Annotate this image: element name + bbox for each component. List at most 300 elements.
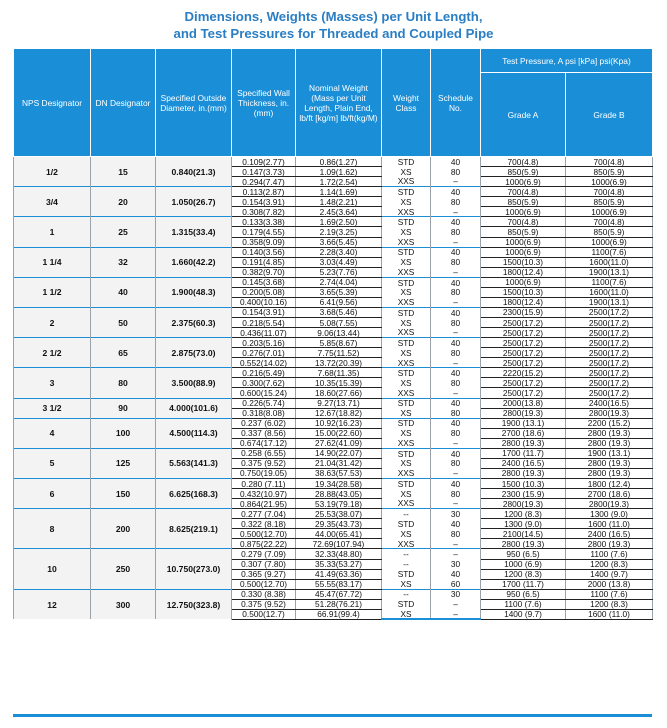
wall-thickness-cell: 0.432(10.97) (232, 489, 296, 499)
grade-b-cell: 1100(7.6) (566, 277, 653, 287)
schedule-cell: – (431, 549, 481, 559)
grade-a-cell: 1300 (9.0) (481, 519, 566, 529)
table-row (14, 479, 653, 489)
wall-thickness-cell: 0.337 (8.56) (232, 428, 296, 438)
grade-b-cell: 850(5.9) (566, 227, 653, 237)
schedule-cell: 80 (431, 227, 481, 237)
grade-b-cell: 700(4.8) (566, 187, 653, 197)
nominal-weight-cell: 6.41(9.56) (296, 297, 382, 307)
dn-cell: 40 (91, 277, 156, 307)
nominal-weight-cell: 5.85(8.67) (296, 338, 382, 348)
table-row (14, 509, 653, 519)
nominal-weight-cell: 18.60(27.66) (296, 388, 382, 398)
weight-class-cell: XXS (382, 468, 431, 478)
grade-b-cell: 2500(17.2) (566, 368, 653, 378)
dn-cell: 100 (91, 418, 156, 448)
nominal-weight-cell: 21.04(31.42) (296, 458, 382, 468)
nominal-weight-cell: 12.67(18.82) (296, 408, 382, 418)
outside-diameter-cell: 3.500(88.9) (156, 368, 232, 398)
grade-a-cell: 2500(17.2) (481, 388, 566, 398)
nominal-weight-cell: 25.53(38.07) (296, 509, 382, 519)
weight-class-cell: XS (382, 408, 431, 418)
nps-cell: 1/2 (14, 157, 91, 187)
wall-thickness-cell: 0.674(17.12) (232, 438, 296, 448)
grade-b-cell: 1100 (7.6) (566, 589, 653, 599)
nominal-weight-cell: 66.91(99.4) (296, 609, 382, 619)
table-row (14, 307, 653, 317)
grade-b-cell: 2500(17.2) (566, 328, 653, 338)
weight-class-cell: XXS (382, 267, 431, 277)
schedule-cell: 80 (431, 287, 481, 297)
nps-cell: 3 1/2 (14, 398, 91, 418)
header-schedule: Schedule No. (431, 49, 481, 157)
schedule-cell: – (431, 297, 481, 307)
grade-b-cell: 2500(17.2) (566, 378, 653, 388)
nominal-weight-cell: 15.00(22.60) (296, 428, 382, 438)
nominal-weight-cell: 1.72(2.54) (296, 177, 382, 187)
schedule-cell: 40 (431, 569, 481, 579)
wall-thickness-cell: 0.358(9.09) (232, 237, 296, 247)
wall-thickness-cell: 0.365 (9.27) (232, 569, 296, 579)
table-title (0, 8, 667, 42)
weight-class-cell: XS (382, 348, 431, 358)
grade-b-cell: 1000(6.9) (566, 207, 653, 217)
nominal-weight-cell: 53.19(79.18) (296, 499, 382, 509)
weight-class-cell: STD (382, 247, 431, 257)
table-row (14, 589, 653, 599)
wall-thickness-cell: 0.375 (9.52) (232, 458, 296, 468)
schedule-cell: – (431, 599, 481, 609)
weight-class-cell: XXS (382, 297, 431, 307)
nominal-weight-cell: 14.90(22.07) (296, 448, 382, 458)
wall-thickness-cell: 0.191(4.85) (232, 257, 296, 267)
grade-a-cell: 1800(12.4) (481, 297, 566, 307)
grade-b-cell: 2800(19.3) (566, 499, 653, 509)
schedule-cell: 30 (431, 509, 481, 519)
nominal-weight-cell: 72.69(107.94) (296, 539, 382, 549)
grade-a-cell: 2500(17.2) (481, 328, 566, 338)
weight-class-cell: XS (382, 167, 431, 177)
table-row (14, 277, 653, 287)
weight-class-cell: -- (382, 589, 431, 599)
weight-class-cell: XXS (382, 328, 431, 338)
dn-cell: 80 (91, 368, 156, 398)
wall-thickness-cell: 0.382(9.70) (232, 267, 296, 277)
weight-class-cell: STD (382, 599, 431, 609)
schedule-cell: – (431, 539, 481, 549)
grade-a-cell: 1200 (8.3) (481, 509, 566, 519)
table-row (14, 187, 653, 197)
grade-b-cell: 1600 (11.0) (566, 519, 653, 529)
nominal-weight-cell: 28.88(43.05) (296, 489, 382, 499)
weight-class-cell: XXS (382, 539, 431, 549)
dn-cell: 15 (91, 157, 156, 187)
weight-class-cell: XS (382, 428, 431, 438)
outside-diameter-cell: 6.625(168.3) (156, 479, 232, 509)
wall-thickness-cell: 0.203(5.16) (232, 338, 296, 348)
schedule-cell: – (431, 267, 481, 277)
schedule-cell: – (431, 388, 481, 398)
schedule-cell: 40 (431, 368, 481, 378)
wall-thickness-cell: 0.147(3.73) (232, 167, 296, 177)
wall-thickness-cell: 0.140(3.56) (232, 247, 296, 257)
nps-cell: 4 (14, 418, 91, 448)
grade-a-cell: 2800(19.3) (481, 408, 566, 418)
grade-b-cell: 1000(6.9) (566, 237, 653, 247)
nominal-weight-cell: 2.28(3.40) (296, 247, 382, 257)
title-line-1: Dimensions, Weights (Masses) per Unit Length, (184, 9, 483, 24)
wall-thickness-cell: 0.750(19.05) (232, 468, 296, 478)
nominal-weight-cell: 0.86(1.27) (296, 157, 382, 167)
schedule-cell: 80 (431, 529, 481, 539)
nominal-weight-cell: 27.62(41.09) (296, 438, 382, 448)
grade-a-cell: 2220(15.2) (481, 368, 566, 378)
weight-class-cell: XS (382, 489, 431, 499)
weight-class-cell: XXS (382, 237, 431, 247)
nominal-weight-cell: 19.34(28.58) (296, 479, 382, 489)
schedule-cell: 40 (431, 307, 481, 317)
outside-diameter-cell: 5.563(141.3) (156, 448, 232, 478)
nps-cell: 8 (14, 509, 91, 549)
wall-thickness-cell: 0.300(7.62) (232, 378, 296, 388)
weight-class-cell: XXS (382, 358, 431, 368)
weight-class-cell: STD (382, 187, 431, 197)
wall-thickness-cell: 0.279 (7.09) (232, 549, 296, 559)
dn-cell: 50 (91, 307, 156, 337)
nominal-weight-cell: 51.28(76.21) (296, 599, 382, 609)
nps-cell: 5 (14, 448, 91, 478)
wall-thickness-cell: 0.237 (6.02) (232, 418, 296, 428)
grade-b-cell: 2800(19.3) (566, 408, 653, 418)
table-row (14, 247, 653, 257)
grade-a-cell: 2500(17.2) (481, 338, 566, 348)
header-grade-b: Grade B (566, 73, 653, 157)
wall-thickness-cell: 0.500(12.7) (232, 609, 296, 619)
nominal-weight-cell: 1.48(2.21) (296, 197, 382, 207)
wall-thickness-cell: 0.552(14.02) (232, 358, 296, 368)
grade-b-cell: 2800 (19.3) (566, 539, 653, 549)
wall-thickness-cell: 0.154(3.91) (232, 197, 296, 207)
nominal-weight-cell: 41.49(63.36) (296, 569, 382, 579)
table-row (14, 368, 653, 378)
wall-thickness-cell: 0.280 (7.11) (232, 479, 296, 489)
weight-class-cell: -- (382, 549, 431, 559)
weight-class-cell: XS (382, 318, 431, 328)
pipe-spec-table (13, 48, 653, 620)
schedule-cell: 80 (431, 428, 481, 438)
grade-b-cell: 2500(17.2) (566, 318, 653, 328)
wall-thickness-cell: 0.864(21.95) (232, 499, 296, 509)
nominal-weight-cell: 55.55(83.17) (296, 579, 382, 589)
weight-class-cell: XS (382, 287, 431, 297)
grade-a-cell: 2800(19.3) (481, 499, 566, 509)
grade-b-cell: 1100(7.6) (566, 247, 653, 257)
wall-thickness-cell: 0.318(8.08) (232, 408, 296, 418)
schedule-cell: 40 (431, 398, 481, 408)
wall-thickness-cell: 0.258 (6.55) (232, 448, 296, 458)
table-row (14, 217, 653, 227)
grade-a-cell: 2800 (19.3) (481, 468, 566, 478)
wall-thickness-cell: 0.200(5.08) (232, 287, 296, 297)
weight-class-cell: XS (382, 529, 431, 539)
dn-cell: 90 (91, 398, 156, 418)
grade-b-cell: 2200 (15.2) (566, 418, 653, 428)
grade-a-cell: 950 (6.5) (481, 549, 566, 559)
grade-b-cell: 1600 (11.0) (566, 609, 653, 619)
weight-class-cell: STD (382, 398, 431, 408)
weight-class-cell: XS (382, 579, 431, 589)
schedule-cell: 80 (431, 408, 481, 418)
header-test-pressure: Test Pressure, A psi [kPa] psi(Kpa) (481, 49, 653, 73)
header-weight-class: Weight Class (382, 49, 431, 157)
schedule-cell: – (431, 499, 481, 509)
outside-diameter-cell: 4.500(114.3) (156, 418, 232, 448)
outside-diameter-cell: 8.625(219.1) (156, 509, 232, 549)
outside-diameter-cell: 2.375(60.3) (156, 307, 232, 337)
nominal-weight-cell: 3.68(5.46) (296, 307, 382, 317)
weight-class-cell: STD (382, 217, 431, 227)
table-row (14, 448, 653, 458)
wall-thickness-cell: 0.133(3.38) (232, 217, 296, 227)
schedule-cell: – (431, 358, 481, 368)
nominal-weight-cell: 13.72(20.39) (296, 358, 382, 368)
nominal-weight-cell: 9.27(13.71) (296, 398, 382, 408)
wall-thickness-cell: 0.500(12.70) (232, 579, 296, 589)
grade-a-cell: 850(5.9) (481, 227, 566, 237)
weight-class-cell: STD (382, 448, 431, 458)
schedule-cell: 80 (431, 318, 481, 328)
weight-class-cell: XXS (382, 438, 431, 448)
schedule-cell: 40 (431, 187, 481, 197)
schedule-cell: – (431, 609, 481, 619)
grade-a-cell: 2300 (15.9) (481, 489, 566, 499)
weight-class-cell: STD (382, 479, 431, 489)
schedule-cell: 30 (431, 559, 481, 569)
wall-thickness-cell: 0.322 (8.18) (232, 519, 296, 529)
grade-a-cell: 2400 (16.5) (481, 458, 566, 468)
grade-a-cell: 1100 (7.6) (481, 599, 566, 609)
grade-a-cell: 850(5.9) (481, 167, 566, 177)
grade-b-cell: 1900(13.1) (566, 297, 653, 307)
header-nps: NPS Designator (14, 49, 91, 157)
wall-thickness-cell: 0.154(3.91) (232, 307, 296, 317)
wall-thickness-cell: 0.145(3.68) (232, 277, 296, 287)
weight-class-cell: -- (382, 509, 431, 519)
grade-b-cell: 2400 (16.5) (566, 529, 653, 539)
grade-a-cell: 850(5.9) (481, 197, 566, 207)
grade-a-cell: 1500(10.3) (481, 257, 566, 267)
schedule-cell: 40 (431, 157, 481, 167)
weight-class-cell: -- (382, 559, 431, 569)
nominal-weight-cell: 44.00(65.41) (296, 529, 382, 539)
grade-b-cell: 1000(6.9) (566, 177, 653, 187)
schedule-cell: – (431, 468, 481, 478)
grade-b-cell: 1400 (9.7) (566, 569, 653, 579)
dn-cell: 125 (91, 448, 156, 478)
outside-diameter-cell: 1.660(42.2) (156, 247, 232, 277)
nominal-weight-cell: 1.69(2.50) (296, 217, 382, 227)
outside-diameter-cell: 1.050(26.7) (156, 187, 232, 217)
weight-class-cell: STD (382, 418, 431, 428)
nps-cell: 10 (14, 549, 91, 589)
weight-class-cell: XS (382, 458, 431, 468)
schedule-cell: 80 (431, 458, 481, 468)
wall-thickness-cell: 0.179(4.55) (232, 227, 296, 237)
schedule-cell: – (431, 177, 481, 187)
schedule-cell: – (431, 438, 481, 448)
nominal-weight-cell: 5.23(7.76) (296, 267, 382, 277)
schedule-cell: 40 (431, 519, 481, 529)
title-line-2: and Test Pressures for Threaded and Coupled Pipe (173, 26, 494, 41)
schedule-cell: 80 (431, 167, 481, 177)
weight-class-cell: STD (382, 157, 431, 167)
schedule-cell: 30 (431, 589, 481, 599)
table-body (14, 157, 653, 620)
wall-thickness-cell: 0.218(5.54) (232, 318, 296, 328)
nps-cell: 1 1/4 (14, 247, 91, 277)
grade-a-cell: 1200 (8.3) (481, 569, 566, 579)
wall-thickness-cell: 0.276(7.01) (232, 348, 296, 358)
grade-a-cell: 1900 (13.1) (481, 418, 566, 428)
nps-cell: 1 1/2 (14, 277, 91, 307)
weight-class-cell: STD (382, 277, 431, 287)
schedule-cell: 40 (431, 217, 481, 227)
grade-b-cell: 850(5.9) (566, 167, 653, 177)
schedule-cell: – (431, 237, 481, 247)
grade-a-cell: 1000(6.9) (481, 237, 566, 247)
nominal-weight-cell: 2.19(3.25) (296, 227, 382, 237)
table-row (14, 418, 653, 428)
nominal-weight-cell: 3.65(5.39) (296, 287, 382, 297)
nominal-weight-cell: 5.08(7.55) (296, 318, 382, 328)
grade-a-cell: 2300(15.9) (481, 307, 566, 317)
grade-b-cell: 1800 (12.4) (566, 479, 653, 489)
wall-thickness-cell: 0.113(2.87) (232, 187, 296, 197)
grade-a-cell: 1400 (9.7) (481, 609, 566, 619)
table-row (14, 398, 653, 408)
weight-class-cell: XXS (382, 177, 431, 187)
wall-thickness-cell: 0.500(12.70) (232, 529, 296, 539)
outside-diameter-cell: 12.750(323.8) (156, 589, 232, 619)
nominal-weight-cell: 3.03(4.49) (296, 257, 382, 267)
nominal-weight-cell: 45.47(67.72) (296, 589, 382, 599)
grade-a-cell: 1000(6.9) (481, 207, 566, 217)
grade-a-cell: 1000(6.9) (481, 247, 566, 257)
outside-diameter-cell: 1.315(33.4) (156, 217, 232, 247)
table-row (14, 338, 653, 348)
dn-cell: 25 (91, 217, 156, 247)
header-nominal-weight: Nominal Weight (Mass per Unit Length, Plain End, lb/ft [kg/m] lb/ft(kg/M) (296, 49, 382, 157)
wall-thickness-cell: 0.226(5.74) (232, 398, 296, 408)
grade-b-cell: 1300 (9.0) (566, 509, 653, 519)
grade-a-cell: 1800(12.4) (481, 267, 566, 277)
nominal-weight-cell: 9.06(13.44) (296, 328, 382, 338)
grade-b-cell: 1900 (13.1) (566, 448, 653, 458)
dn-cell: 32 (91, 247, 156, 277)
schedule-cell: 40 (431, 247, 481, 257)
grade-b-cell: 2500(17.2) (566, 388, 653, 398)
grade-a-cell: 700(4.8) (481, 157, 566, 167)
header-wall-thickness: Specified Wall Thickness, in.(mm) (232, 49, 296, 157)
schedule-cell: – (431, 328, 481, 338)
grade-b-cell: 1200 (8.3) (566, 559, 653, 569)
wall-thickness-cell: 0.600(15.24) (232, 388, 296, 398)
grade-b-cell: 2500(17.2) (566, 348, 653, 358)
weight-class-cell: STD (382, 307, 431, 317)
wall-thickness-cell: 0.875(22.22) (232, 539, 296, 549)
schedule-cell: 80 (431, 257, 481, 267)
outside-diameter-cell: 10.750(273.0) (156, 549, 232, 589)
weight-class-cell: XXS (382, 388, 431, 398)
header-dn: DN Designator (91, 49, 156, 157)
schedule-cell: 40 (431, 479, 481, 489)
dn-cell: 20 (91, 187, 156, 217)
dn-cell: 150 (91, 479, 156, 509)
grade-b-cell: 700(4.8) (566, 157, 653, 167)
grade-a-cell: 700(4.8) (481, 217, 566, 227)
grade-a-cell: 950 (6.5) (481, 589, 566, 599)
grade-a-cell: 2500(17.2) (481, 378, 566, 388)
nominal-weight-cell: 1.14(1.69) (296, 187, 382, 197)
grade-b-cell: 2000 (13.8) (566, 579, 653, 589)
wall-thickness-cell: 0.400(10.16) (232, 297, 296, 307)
grade-b-cell: 2800 (19.3) (566, 458, 653, 468)
grade-b-cell: 2800 (19.3) (566, 428, 653, 438)
dn-cell: 300 (91, 589, 156, 619)
schedule-cell: 80 (431, 348, 481, 358)
weight-class-cell: STD (382, 368, 431, 378)
grade-a-cell: 2800 (19.3) (481, 539, 566, 549)
grade-b-cell: 2800 (19.3) (566, 468, 653, 478)
nominal-weight-cell: 10.92(16.23) (296, 418, 382, 428)
wall-thickness-cell: 0.307 (7.80) (232, 559, 296, 569)
grade-b-cell: 2500(17.2) (566, 307, 653, 317)
table-row (14, 549, 653, 559)
nominal-weight-cell: 10.35(15.39) (296, 378, 382, 388)
grade-a-cell: 1500(10.3) (481, 287, 566, 297)
nps-cell: 3/4 (14, 187, 91, 217)
header-grade-a: Grade A (481, 73, 566, 157)
schedule-cell: 40 (431, 448, 481, 458)
schedule-cell: 40 (431, 418, 481, 428)
schedule-cell: 80 (431, 489, 481, 499)
weight-class-cell: XS (382, 378, 431, 388)
schedule-cell: – (431, 207, 481, 217)
dn-cell: 250 (91, 549, 156, 589)
grade-a-cell: 700(4.8) (481, 187, 566, 197)
grade-b-cell: 1600(11.0) (566, 287, 653, 297)
grade-a-cell: 2500(17.2) (481, 348, 566, 358)
table-row (14, 157, 653, 167)
weight-class-cell: STD (382, 519, 431, 529)
grade-a-cell: 2100(14.5) (481, 529, 566, 539)
wall-thickness-cell: 0.330 (8.38) (232, 589, 296, 599)
nps-cell: 12 (14, 589, 91, 619)
grade-b-cell: 1200 (8.3) (566, 599, 653, 609)
nps-cell: 2 1/2 (14, 338, 91, 368)
schedule-cell: 80 (431, 197, 481, 207)
wall-thickness-cell: 0.436(11.07) (232, 328, 296, 338)
weight-class-cell: STD (382, 338, 431, 348)
outside-diameter-cell: 1.900(48.3) (156, 277, 232, 307)
grade-a-cell: 1000(6.9) (481, 277, 566, 287)
schedule-cell: 80 (431, 378, 481, 388)
table-header (14, 49, 653, 157)
schedule-cell: 60 (431, 579, 481, 589)
weight-class-cell: XXS (382, 207, 431, 217)
grade-b-cell: 1600(11.0) (566, 257, 653, 267)
grade-a-cell: 1700 (11.7) (481, 448, 566, 458)
